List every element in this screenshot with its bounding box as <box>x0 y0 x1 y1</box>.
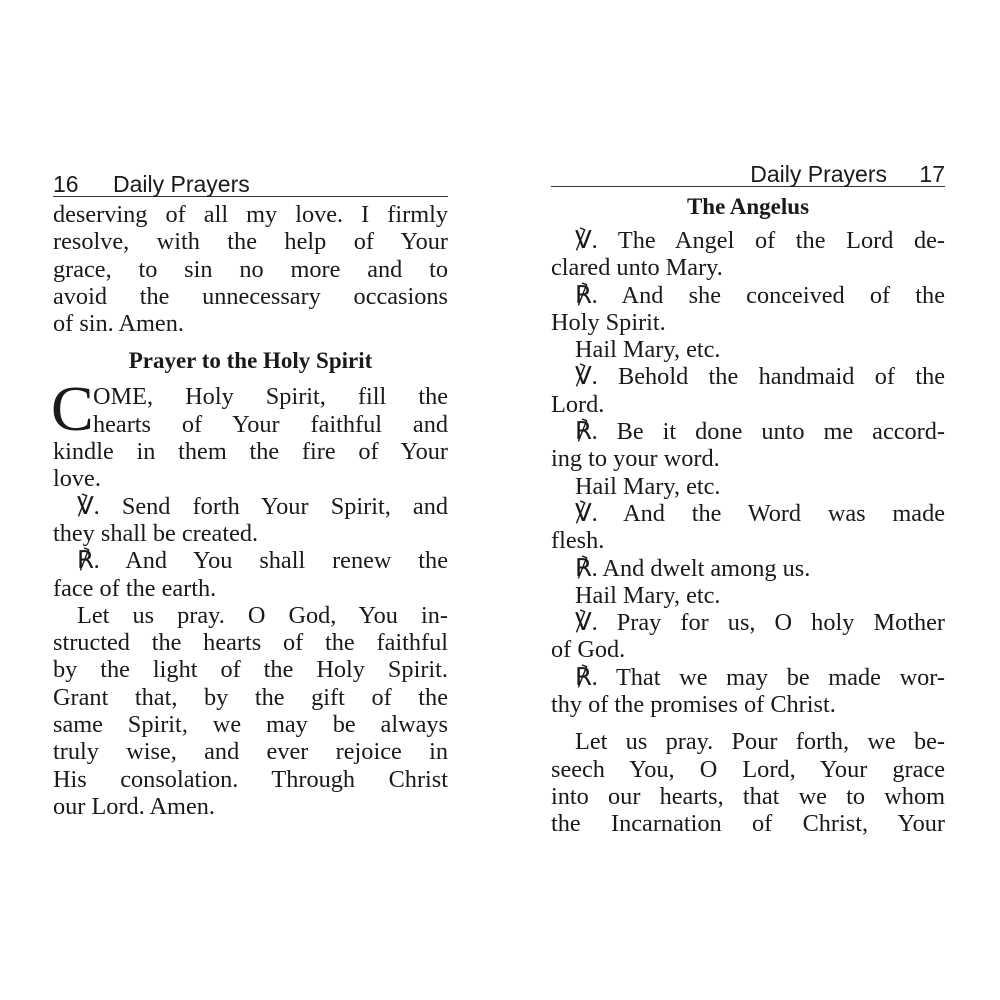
text-line: flesh. <box>551 527 605 555</box>
page-number: 16 <box>53 171 79 197</box>
text-line: our Lord. Amen. <box>53 792 215 820</box>
text-line: seech You, O Lord, Your grace <box>551 755 945 783</box>
text-line: the Incarnation of Christ, Your <box>551 810 945 838</box>
text-line: love. <box>53 465 101 493</box>
versicle-line: ℣. Send forth Your Spirit, and <box>77 492 448 520</box>
response-line: ℟. And dwelt among us. <box>575 554 811 582</box>
text-line: Hail Mary, etc. <box>575 581 721 609</box>
drop-cap: C <box>51 373 94 445</box>
text-line: avoid the unnecessary occasions <box>53 282 448 310</box>
text-line: of God. <box>551 636 626 664</box>
text-line: structed the hearts of the faithful <box>53 629 448 657</box>
text-line: Hail Mary, etc. <box>575 336 721 364</box>
text-line: resolve, with the help of Your <box>53 228 448 256</box>
versicle-line: ℣. And the Word was made <box>575 499 945 527</box>
text-line: thy of the promises of Christ. <box>551 691 836 719</box>
left-page-header <box>53 168 448 197</box>
text-line: they shall be created. <box>53 519 259 547</box>
versicle-line: ℣. Pray for us, O holy Mother <box>575 609 945 637</box>
angelus-body <box>551 227 945 718</box>
continued-text <box>53 201 448 337</box>
text-line: face of the earth. <box>53 574 217 602</box>
running-title: Daily Prayers <box>750 161 887 187</box>
text-line: ing to your word. <box>551 445 720 473</box>
versicle-line: ℣. The Angel of the Lord de- <box>575 227 945 254</box>
text-line: truly wise, and ever rejoice in <box>53 738 448 766</box>
text-line: His consolation. Through Christ <box>53 765 448 793</box>
section-heading: Prayer to the Holy Spirit <box>128 348 373 374</box>
text-line: Lord. <box>551 390 605 418</box>
section-heading: The Angelus <box>686 194 810 219</box>
text-line: hearts of Your faithful and <box>93 410 448 438</box>
text-line: Let us pray. O God, You in- <box>77 601 448 629</box>
response-line: ℟. That we may be made wor- <box>575 663 945 691</box>
text-line: same Spirit, we may be always <box>53 711 448 739</box>
closing-prayer <box>551 728 945 837</box>
text-line: clared unto Mary. <box>551 254 723 282</box>
response-line: ℟. Be it done unto me accord- <box>575 418 945 446</box>
left-page <box>53 168 448 820</box>
text-line: by the light of the Holy Spirit. <box>53 656 448 684</box>
text-line: Hail Mary, etc. <box>575 472 721 500</box>
text-line: OME, Holy Spirit, fill the <box>93 383 448 411</box>
text-line: Let us pray. Pour forth, we be- <box>575 728 945 756</box>
running-title: Daily Prayers <box>113 171 250 197</box>
prayer-body <box>51 373 448 820</box>
text-line: grace, to sin no more and to <box>53 255 448 283</box>
right-page-header <box>551 158 945 187</box>
page-number: 17 <box>919 161 945 187</box>
text-line: Grant that, by the gift of the <box>53 683 448 711</box>
text-line: of sin. Amen. <box>53 310 184 338</box>
text-line: Holy Spirit. <box>551 308 666 336</box>
versicle-line: ℣. Behold the handmaid of the <box>575 363 945 391</box>
right-page <box>551 158 945 838</box>
text-line: into our hearts, that we to whom <box>551 782 945 810</box>
text-line: kindle in them the fire of Your <box>53 438 448 466</box>
text-line: deserving of all my love. I firmly <box>53 201 448 228</box>
response-line: ℟. And You shall renew the <box>77 547 448 575</box>
response-line: ℟. And she conceived of the <box>575 281 945 309</box>
